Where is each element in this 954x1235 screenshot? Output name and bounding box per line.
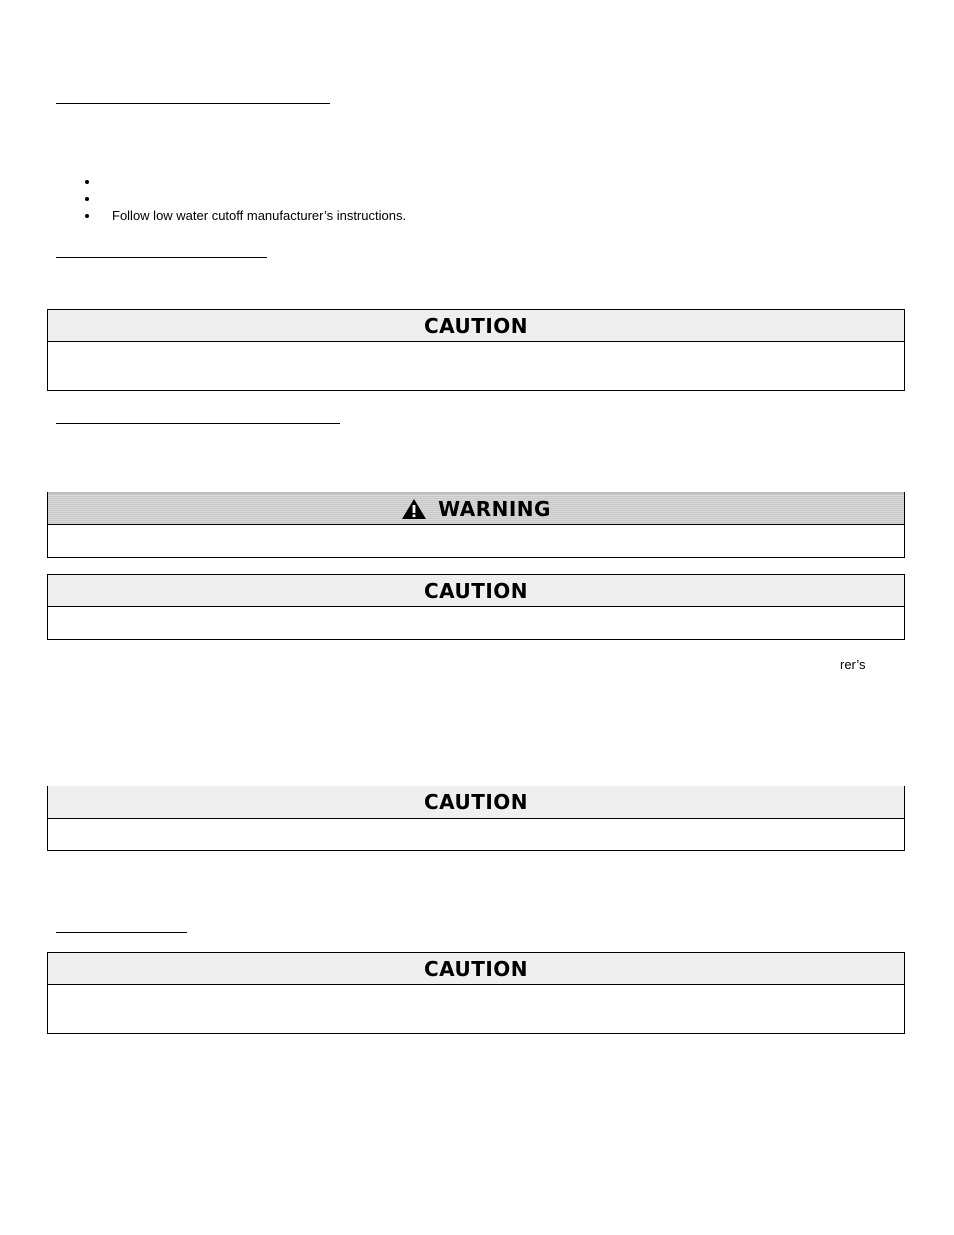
bullet-dot-icon (85, 214, 89, 218)
warning-header (48, 492, 904, 525)
caution-label: CAUTION (423, 790, 529, 814)
section-heading-rule-1 (56, 103, 330, 104)
section-heading-rule-4 (56, 932, 187, 933)
caution-label: CAUTION (423, 578, 529, 603)
section-heading-rule-3 (56, 423, 340, 424)
caution-header (48, 786, 904, 819)
list-item: Follow low water cutoff manufacturer’s instructions. (84, 207, 406, 224)
caution-header (48, 953, 904, 985)
caution-header (48, 310, 904, 342)
caution-label: CAUTION (423, 313, 529, 338)
warning-triangle-icon (401, 498, 427, 520)
caution-label: CAUTION (423, 956, 529, 981)
caution-notice-1 (47, 309, 905, 391)
text-fragment: rer’s (840, 657, 866, 672)
caution-notice-2 (47, 574, 905, 640)
caution-header (48, 575, 904, 607)
caution-notice-3 (47, 786, 905, 851)
list-item (84, 173, 406, 190)
bullet-list (84, 173, 406, 224)
caution-notice-4 (47, 952, 905, 1034)
bullet-dot-icon (85, 180, 89, 184)
section-heading-rule-2 (56, 257, 267, 258)
warning-label: WARNING (438, 497, 551, 521)
bullet-dot-icon (85, 197, 89, 201)
warning-notice (47, 492, 905, 558)
list-item (84, 190, 406, 207)
